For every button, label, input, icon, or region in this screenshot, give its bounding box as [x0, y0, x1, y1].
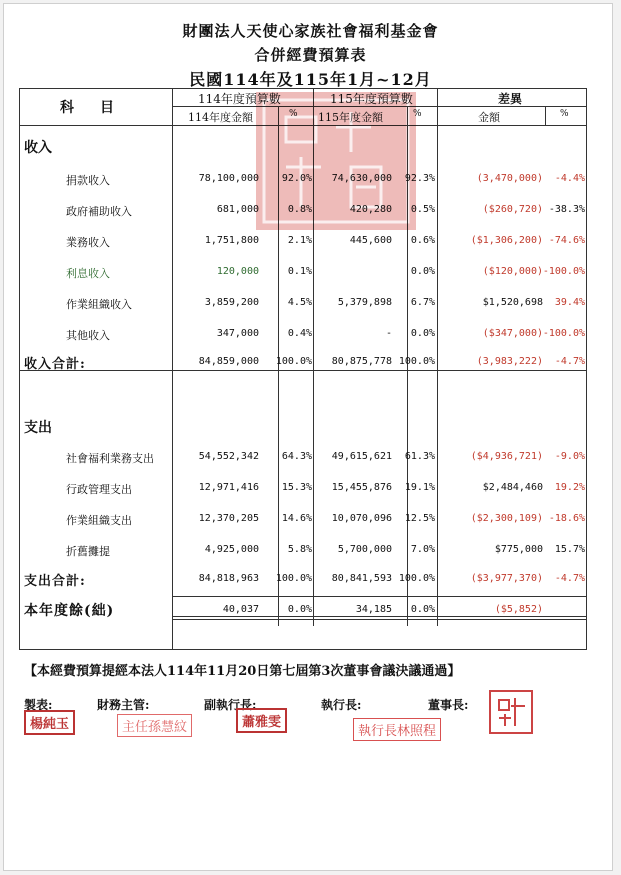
chair-seal: [489, 690, 533, 734]
surplus-pct-115: 0.0%: [410, 604, 435, 615]
organization-seal: [256, 92, 416, 230]
surplus-double-underline: [172, 619, 587, 620]
diff-amount: ($120,000): [482, 266, 543, 277]
diff-pct: 15.7%: [554, 544, 585, 555]
y115-pct-header: %: [413, 109, 422, 119]
surplus-top-rule: [172, 596, 587, 597]
amount-115: 5,700,000: [337, 544, 392, 555]
pct-114: 14.6%: [281, 513, 312, 524]
diff-amount: ($260,720): [482, 204, 543, 215]
ceo-label: 執行長:: [321, 698, 362, 712]
y114-amount-header: 114年度金額: [188, 111, 253, 124]
pct-115: 6.7%: [410, 297, 435, 308]
chair-label: 董事長:: [428, 698, 469, 712]
approval-note: 【本經費預算提經本法人114年11月20日第七屆第3次董事會議決議通過】: [24, 664, 461, 679]
surplus-114: 40,037: [222, 604, 259, 615]
diff-pct: -38.3%: [548, 204, 585, 215]
income-section-label: 收入: [24, 140, 52, 156]
diff-pct: -18.6%: [548, 513, 585, 524]
col-divider: [172, 88, 173, 650]
diff-amount: ($347,000): [482, 328, 543, 339]
income-total-pct-115: 100.0%: [398, 356, 435, 367]
diff-amount: $2,484,460: [482, 482, 543, 493]
amount-114: 78,100,000: [198, 173, 259, 184]
amount-115: 420,280: [349, 204, 392, 215]
pct-115: 92.3%: [404, 173, 435, 184]
income-total-115: 80,875,778: [331, 356, 392, 367]
amount-115: 74,630,000: [331, 173, 392, 184]
deputy-stamp: 蕭雅雯: [236, 708, 287, 733]
amount-115: -: [385, 328, 392, 339]
amount-115: 49,615,621: [331, 451, 392, 462]
y114-pct-header: %: [289, 109, 298, 119]
amount-114: 12,370,205: [198, 513, 259, 524]
row-label: 利息收入: [66, 267, 110, 280]
amount-114: 681,000: [216, 204, 259, 215]
diff-pct: -4.4%: [554, 173, 585, 184]
col-divider: [437, 88, 438, 626]
pct-115: 61.3%: [404, 451, 435, 462]
amount-114: 1,751,800: [204, 235, 259, 246]
amount-115: 5,379,898: [337, 297, 392, 308]
pct-115: 0.0%: [410, 266, 435, 277]
pct-114: 92.0%: [281, 173, 312, 184]
pct-114: 0.8%: [287, 204, 312, 215]
pct-114: 15.3%: [281, 482, 312, 493]
pct-114: 0.1%: [287, 266, 312, 277]
row-label: 社會福利業務支出: [66, 452, 154, 465]
pct-114: 0.4%: [287, 328, 312, 339]
amount-114: 3,859,200: [204, 297, 259, 308]
period-title: 民國114年及115年1月~12月: [189, 70, 432, 89]
surplus-pct-114: 0.0%: [287, 604, 312, 615]
row-label: 捐款收入: [66, 174, 110, 187]
subject-header: 科 目: [60, 100, 120, 116]
y115-amount-header: 115年度金額: [318, 111, 383, 124]
pct-115: 0.6%: [410, 235, 435, 246]
expense-total-label: 支出合計:: [24, 574, 86, 589]
pct-114: 5.8%: [287, 544, 312, 555]
row-label: 作業組織收入: [66, 298, 132, 311]
row-label: 行政管理支出: [66, 483, 132, 496]
finance-stamp: 主任孫慧紋: [117, 714, 192, 737]
diff-pct: 39.4%: [554, 297, 585, 308]
amount-114: 120,000: [216, 266, 259, 277]
expense-total-diff: ($3,977,370): [470, 573, 543, 584]
pct-114: 2.1%: [287, 235, 312, 246]
finance-label: 財務主管:: [97, 698, 150, 712]
diff-amount: ($4,936,721): [470, 451, 543, 462]
organization-title: 財團法人天使心家族社會福利基金會: [182, 22, 439, 40]
expense-total-diff-pct: -4.7%: [554, 573, 585, 584]
maker-label: 製表:: [24, 698, 53, 712]
diff-pct: 19.2%: [554, 482, 585, 493]
diff-pct: -100.0%: [542, 266, 585, 277]
amount-114: 4,925,000: [204, 544, 259, 555]
expense-total-pct-114: 100.0%: [275, 573, 312, 584]
amount-115: 445,600: [349, 235, 392, 246]
y114-header: 114年度預算數: [198, 92, 281, 106]
diff-amount: $1,520,698: [482, 297, 543, 308]
pct-115: 19.1%: [404, 482, 435, 493]
income-total-label: 收入合計:: [24, 357, 86, 372]
income-total-114: 84,859,000: [198, 356, 259, 367]
diff-header: 差異: [498, 92, 523, 106]
expense-total-115: 80,841,593: [331, 573, 392, 584]
income-total-diff: (3,983,222): [476, 356, 543, 367]
surplus-label: 本年度餘(絀): [24, 603, 115, 619]
pct-115: 12.5%: [404, 513, 435, 524]
income-total-pct-114: 100.0%: [275, 356, 312, 367]
row-label: 作業組織支出: [66, 514, 132, 527]
diff-amount: (3,470,000): [476, 173, 543, 184]
row-label: 政府補助收入: [66, 205, 132, 218]
diff-amount: ($2,300,109): [470, 513, 543, 524]
expense-total-pct-115: 100.0%: [398, 573, 435, 584]
amount-114: 12,971,416: [198, 482, 259, 493]
deputy-label: 副執行長:: [204, 698, 257, 712]
seal-icon: [491, 692, 531, 732]
ceo-stamp: 執行長林照程: [353, 718, 441, 741]
amount-114: 347,000: [216, 328, 259, 339]
maker-stamp: 楊純玉: [24, 710, 75, 735]
pct-115: 7.0%: [410, 544, 435, 555]
diff-amount: ($1,306,200): [470, 235, 543, 246]
seal-pattern-icon: [256, 92, 416, 230]
pct-114: 4.5%: [287, 297, 312, 308]
y115-header: 115年度預算數: [330, 92, 413, 106]
surplus-underline: [172, 616, 587, 617]
pct-115: 0.5%: [410, 204, 435, 215]
surplus-115: 34,185: [355, 604, 392, 615]
diff-pct: -100.0%: [542, 328, 585, 339]
row-label: 業務收入: [66, 236, 110, 249]
col-divider: [545, 106, 546, 126]
pct-114: 64.3%: [281, 451, 312, 462]
document-title: 合併經費預算表: [254, 46, 367, 64]
amount-115: 10,070,096: [331, 513, 392, 524]
row-label: 折舊攤提: [66, 545, 110, 558]
row-label: 其他收入: [66, 329, 110, 342]
amount-114: 54,552,342: [198, 451, 259, 462]
diff-pct-header: %: [560, 109, 569, 119]
diff-amount: $775,000: [494, 544, 543, 555]
amount-115: 15,455,876: [331, 482, 392, 493]
expense-section-label: 支出: [24, 420, 52, 436]
diff-amount-header: 金額: [478, 111, 500, 124]
income-total-divider: [19, 370, 587, 371]
income-total-diff-pct: -4.7%: [554, 356, 585, 367]
expense-total-114: 84,818,963: [198, 573, 259, 584]
pct-115: 0.0%: [410, 328, 435, 339]
diff-pct: -9.0%: [554, 451, 585, 462]
surplus-diff: ($5,852): [494, 604, 543, 615]
diff-pct: -74.6%: [548, 235, 585, 246]
